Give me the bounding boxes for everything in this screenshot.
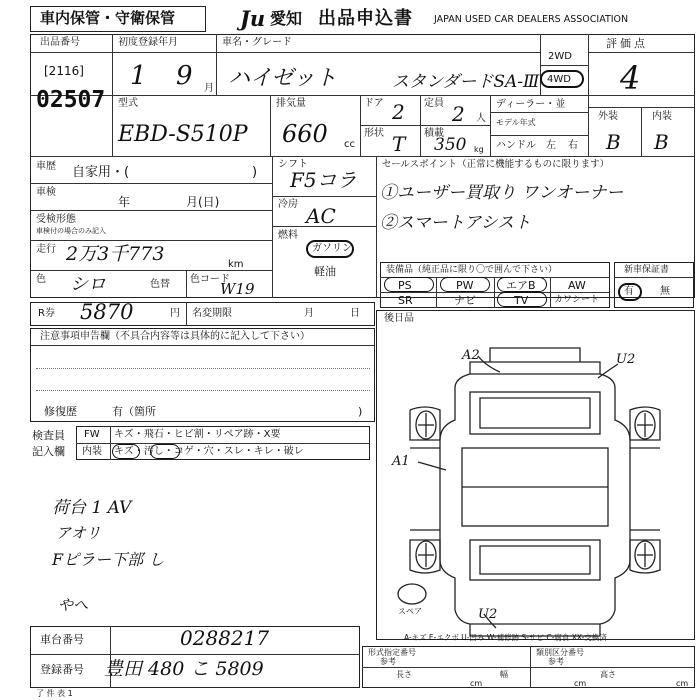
displacement-unit: cc bbox=[344, 139, 355, 150]
name-change-month: 月 bbox=[304, 308, 314, 319]
name-change-day: 日 bbox=[350, 308, 360, 319]
chassis-value: 0288217 bbox=[180, 626, 270, 650]
seats-label: 定員 bbox=[424, 98, 444, 109]
height-label: 高さ bbox=[600, 670, 616, 679]
damage-mark-u2-bottom: U2 bbox=[478, 607, 498, 622]
car-name-value: ハイゼット bbox=[228, 66, 337, 91]
score-label: 評価点 bbox=[606, 37, 648, 50]
reg-month-value: 9 bbox=[176, 61, 193, 91]
recycle-label: R券 bbox=[38, 308, 55, 319]
reg-year-value: 1 bbox=[130, 61, 147, 91]
chassis-label: 車台番号 bbox=[40, 633, 84, 646]
shape-label: 形状 bbox=[364, 128, 384, 139]
color-code-label: 色コード bbox=[190, 274, 230, 285]
dealer-label: ディーラー・並 bbox=[496, 99, 566, 110]
color-value: シロ bbox=[70, 274, 106, 295]
note-line-4: やへ bbox=[58, 596, 89, 614]
history-value: 自家用・( bbox=[72, 165, 130, 180]
doors-value: 2 bbox=[392, 100, 405, 124]
fw-items: キズ・飛石・ヒビ割・リペア跡・X要 bbox=[114, 429, 281, 440]
region-label: 愛知 bbox=[270, 9, 303, 28]
note-line-3: Fピラー下部 し bbox=[52, 550, 165, 569]
history-label: 車歴 bbox=[36, 161, 56, 172]
inspector-label: 検査員 bbox=[32, 429, 65, 442]
length-unit: cm bbox=[470, 679, 483, 688]
warranty-label: 新車保証書 bbox=[624, 265, 670, 275]
service-sub: 車検付の場合のみ記入 bbox=[36, 227, 106, 235]
repair-value: 有（箇所 bbox=[112, 405, 156, 418]
model-year-label: モデル年式 bbox=[496, 118, 536, 127]
repair-close: ) bbox=[358, 405, 363, 418]
repair-label: 修復歴 bbox=[44, 405, 77, 418]
category-ref: 参考 bbox=[548, 657, 564, 666]
fuel-diesel: 軽油 bbox=[314, 265, 336, 278]
equip-tv: TV bbox=[514, 294, 529, 307]
equip-navi: ナビ bbox=[454, 294, 476, 307]
drive-4wd: 4WD bbox=[547, 74, 571, 85]
mileage-unit: km bbox=[228, 259, 244, 270]
recycle-value: 5870 bbox=[80, 300, 134, 324]
notes-label: 注意事項申告欄（不具合内容等は具体的に記入して下さい） bbox=[40, 331, 310, 342]
height-unit: cm bbox=[676, 679, 689, 688]
inspection-label: 車検 bbox=[36, 187, 56, 198]
interior-grade: B bbox=[654, 130, 669, 154]
load-label: 積載 bbox=[424, 128, 444, 139]
handle-left: 左 bbox=[546, 140, 556, 151]
mileage-value: 2万3千773 bbox=[66, 243, 165, 265]
form-model-ref: 参考 bbox=[380, 657, 396, 666]
load-unit: kg bbox=[474, 145, 484, 154]
displacement-label: 排気量 bbox=[276, 98, 306, 109]
width-label: 幅 bbox=[500, 670, 508, 679]
reg-month-unit: 月 bbox=[204, 83, 214, 94]
sales-label: セールスポイント（正常に機能するものに限ります） bbox=[382, 159, 610, 170]
category-label: 類別区分番号 bbox=[536, 648, 584, 657]
load-value: 350 bbox=[434, 135, 467, 155]
note-line-2: アオリ bbox=[56, 524, 101, 542]
equip-airbag: エアB bbox=[506, 279, 536, 292]
form-model-label: 形式指定番号 bbox=[368, 648, 416, 657]
model-value: EBD-S510P bbox=[118, 122, 248, 147]
displacement-value: 660 bbox=[282, 120, 328, 148]
plate-value: 豊田 480 こ 5809 bbox=[104, 658, 264, 680]
seats-value: 2 bbox=[452, 102, 465, 126]
damage-mark-a1: A1 bbox=[392, 454, 410, 469]
bottom-strip-text: 了 件 表 1 bbox=[36, 689, 73, 698]
mileage-label: 走行 bbox=[36, 244, 56, 255]
shift-value: F5コラ bbox=[290, 168, 357, 192]
name-change-label: 名変期限 bbox=[192, 308, 232, 319]
reg-date-label: 初度登録年月 bbox=[118, 37, 178, 48]
exterior-label: 外装 bbox=[598, 111, 618, 122]
fw-label: FW bbox=[84, 429, 100, 440]
damage-mark-a2: A2 bbox=[462, 348, 480, 363]
doors-label: ドア bbox=[364, 98, 384, 109]
color-change-label: 色替 bbox=[150, 279, 170, 290]
aircon-value: AC bbox=[306, 204, 336, 228]
damage-mark-u2-top: U2 bbox=[616, 352, 636, 367]
equip-aw: AW bbox=[568, 279, 586, 292]
association-name: JAPAN USED CAR DEALERS ASSOCIATION bbox=[434, 14, 629, 25]
note-line-1: 荷台 1 AV bbox=[52, 498, 132, 518]
exterior-grade: B bbox=[606, 130, 621, 154]
history-close: ) bbox=[252, 165, 258, 180]
damage-legend: A-キズ E-エクボ U-凹み W-補修跡 S-サビ C-腐食 XX-交換済 bbox=[404, 633, 607, 642]
equip-sr: SR bbox=[398, 294, 413, 307]
recycle-unit: 円 bbox=[170, 308, 180, 319]
score-value: 4 bbox=[620, 59, 641, 97]
inspection-month-unit: 月(日) bbox=[186, 195, 220, 209]
fuel-label: 燃料 bbox=[278, 230, 298, 241]
car-grade-value: スタンダードSA-Ⅲ bbox=[392, 72, 540, 92]
length-label: 長さ bbox=[396, 670, 412, 679]
lot-code: [2116] bbox=[44, 64, 84, 78]
entry-label: 記入欄 bbox=[32, 445, 65, 458]
warranty-no: 無 bbox=[660, 286, 670, 297]
shape-value: T bbox=[392, 132, 406, 156]
seats-unit: 人 bbox=[476, 113, 486, 124]
warranty-yes: 有 bbox=[624, 286, 634, 297]
drive-2wd: 2WD bbox=[548, 51, 572, 62]
color-code-value: W19 bbox=[220, 280, 255, 298]
fuel-gas: ガソリン bbox=[312, 243, 352, 254]
width-unit: cm bbox=[574, 679, 587, 688]
diagram-section-label: 後日品 bbox=[384, 313, 414, 324]
equip-ps: PS bbox=[398, 279, 412, 292]
plate-label: 登録番号 bbox=[40, 663, 84, 676]
model-label: 型式 bbox=[118, 98, 138, 109]
equip-pw: PW bbox=[456, 279, 474, 292]
inspection-year-unit: 年 bbox=[118, 195, 131, 209]
equipment-label: 装備品（純正品に限り〇で囲んで下さい） bbox=[386, 265, 558, 275]
form-title: 出品申込書 bbox=[318, 8, 413, 29]
color-label: 色 bbox=[36, 274, 46, 285]
lot-number: 02507 bbox=[36, 87, 106, 113]
ju-logo: Ju bbox=[240, 6, 266, 31]
interior-label: 内装 bbox=[652, 111, 672, 122]
storage-label: 車内保管・守衛保管 bbox=[40, 9, 176, 27]
interior-check-label: 内装 bbox=[82, 446, 102, 457]
car-name-label: 車名・グレード bbox=[222, 37, 292, 48]
lot-label: 出品番号 bbox=[40, 37, 80, 48]
interior-items: キズ・汚し・コゲ・穴・スレ・キレ・破レ bbox=[114, 446, 304, 457]
aircon-label: 冷房 bbox=[278, 199, 298, 210]
service-label: 受検形態 bbox=[36, 214, 76, 225]
spare-label: スペア bbox=[398, 607, 422, 616]
shift-label: シフト bbox=[278, 159, 308, 170]
handle-label: ハンドル bbox=[496, 140, 536, 151]
sales-line-2: ②スマートアシスト bbox=[380, 213, 531, 233]
sales-line-1: ①ユーザー買取り ワンオーナー bbox=[380, 183, 624, 203]
handle-right: 右 bbox=[568, 140, 578, 151]
equip-seat: カワシート bbox=[554, 295, 600, 305]
